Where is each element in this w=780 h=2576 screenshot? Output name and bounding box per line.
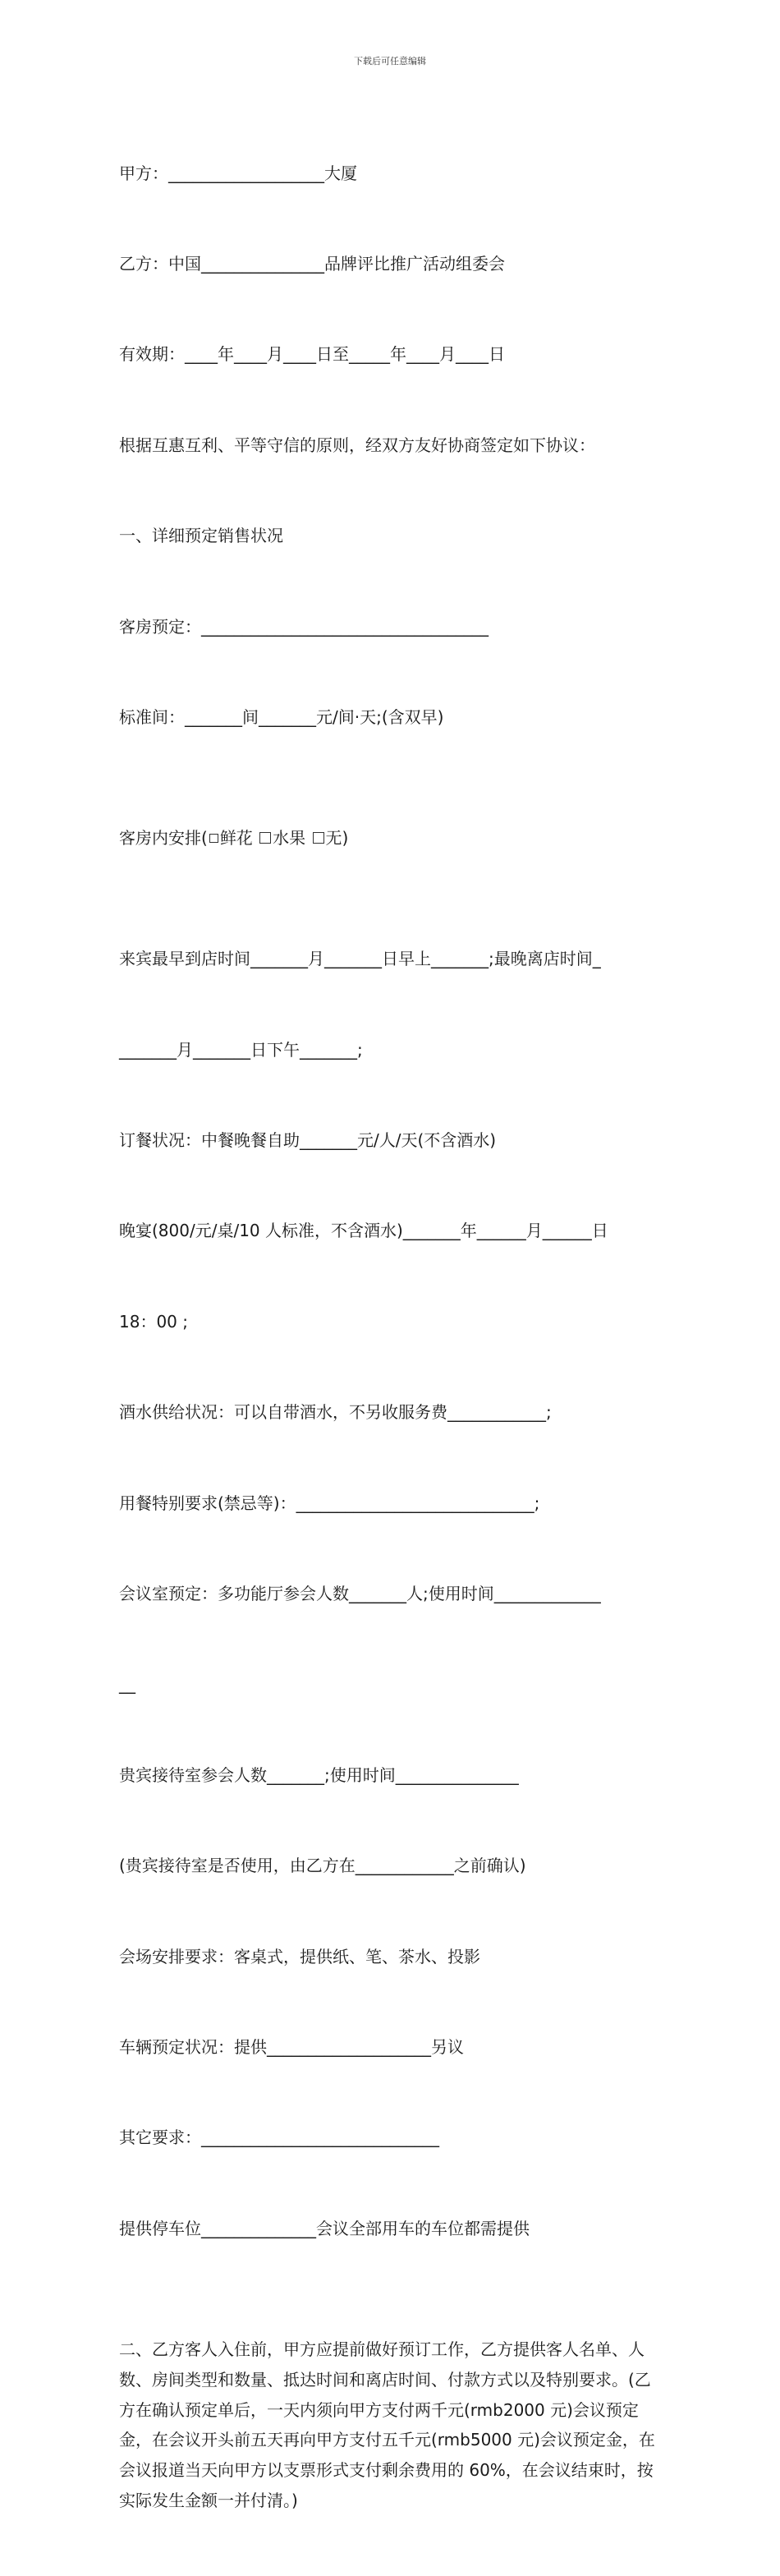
meeting-room-line: 会议室预定：多功能厅参会人数_______人;使用时间_____________ xyxy=(119,1584,601,1604)
beverage-line: 酒水供给状况：可以自带酒水，不另收服务费____________; xyxy=(119,1402,552,1423)
fruit-label: 水果 xyxy=(273,828,311,849)
none-label: 无) xyxy=(325,828,349,849)
standard-room-line: 标准间：_______间_______元/间·天;(含双早) xyxy=(119,706,444,727)
meal-booking-line: 订餐状况：中餐晚餐自助_______元/人/天(不含酒水) xyxy=(119,1130,497,1151)
vip-room-line: 贵宾接待室参会人数_______;使用时间_______________ xyxy=(119,1764,519,1785)
party-a-line: 甲方：___________________大厦 xyxy=(119,163,357,183)
validity-line: 有效期：____年____月____日至_____年____月____日 xyxy=(119,344,505,365)
section-2-paragraph: 二、乙方客人入住前，甲方应提前做好预订工作，乙方提供客人名单、人数、房间类型和数量、抵达时间和离店时间、付款方式以及特别要求。(乙方在确认预定单后，一天内须向甲方支付两千元(rmb2000 元)会议预定金，在会议开头前五天再向甲方支付五千元(rmb5000 元)会议预定金，在会议报道当天向甲方以支票形式支付剩余费用的 60%，在会议结束时，按实际发生金额一并付清。) xyxy=(119,2339,655,2510)
room-arrangement-label: 客房内安排( xyxy=(119,828,208,849)
page-header: 下载后可任意编辑 xyxy=(354,56,426,67)
section-1-heading: 一、详细预定销售状况 xyxy=(119,526,283,546)
venue-arrangement-line: 会场安排要求：客桌式，提供纸、笔、茶水、投影 xyxy=(119,1946,480,1966)
arrival-time-line: 来宾最早到店时间_______月_______日早上_______;最晚离店时间_ xyxy=(119,949,601,969)
meeting-room-line-cont: __ xyxy=(119,1674,135,1695)
vehicle-booking-line: 车辆预定状况：提供____________________另议 xyxy=(119,2037,464,2057)
room-booking-line: 客房预定：___________________________________ xyxy=(119,616,489,637)
departure-time-line: _______月_______日下午_______; xyxy=(119,1039,363,1060)
other-requirements-line: 其它要求：_____________________________ xyxy=(119,2128,439,2148)
document-body xyxy=(119,98,665,2576)
principle-line: 根据互惠互利、平等守信的原则，经双方友好协商签定如下协议： xyxy=(119,435,595,455)
flowers-label: 鲜花 xyxy=(219,828,259,849)
vip-room-confirm-line: (贵宾接待室是否使用，由乙方在____________之前确认) xyxy=(119,1856,526,1876)
room-arrangement-line xyxy=(119,823,665,853)
parking-line: 提供停车位______________会议全部用车的车位都需提供 xyxy=(119,2218,530,2238)
party-b-line: 乙方：中国_______________品牌评比推广活动组委会 xyxy=(119,253,505,274)
banquet-line: 晚宴(800/元/桌/10 人标准，不含酒水)_______年______月______日 xyxy=(119,1221,608,1241)
flowers-checkbox[interactable] xyxy=(209,834,218,843)
dietary-line: 用餐特别要求(禁忌等)：_____________________________; xyxy=(119,1493,540,1513)
none-checkbox[interactable] xyxy=(313,832,324,844)
banquet-time-line: 18：00 ; xyxy=(119,1311,188,1332)
fruit-checkbox[interactable] xyxy=(259,832,271,844)
